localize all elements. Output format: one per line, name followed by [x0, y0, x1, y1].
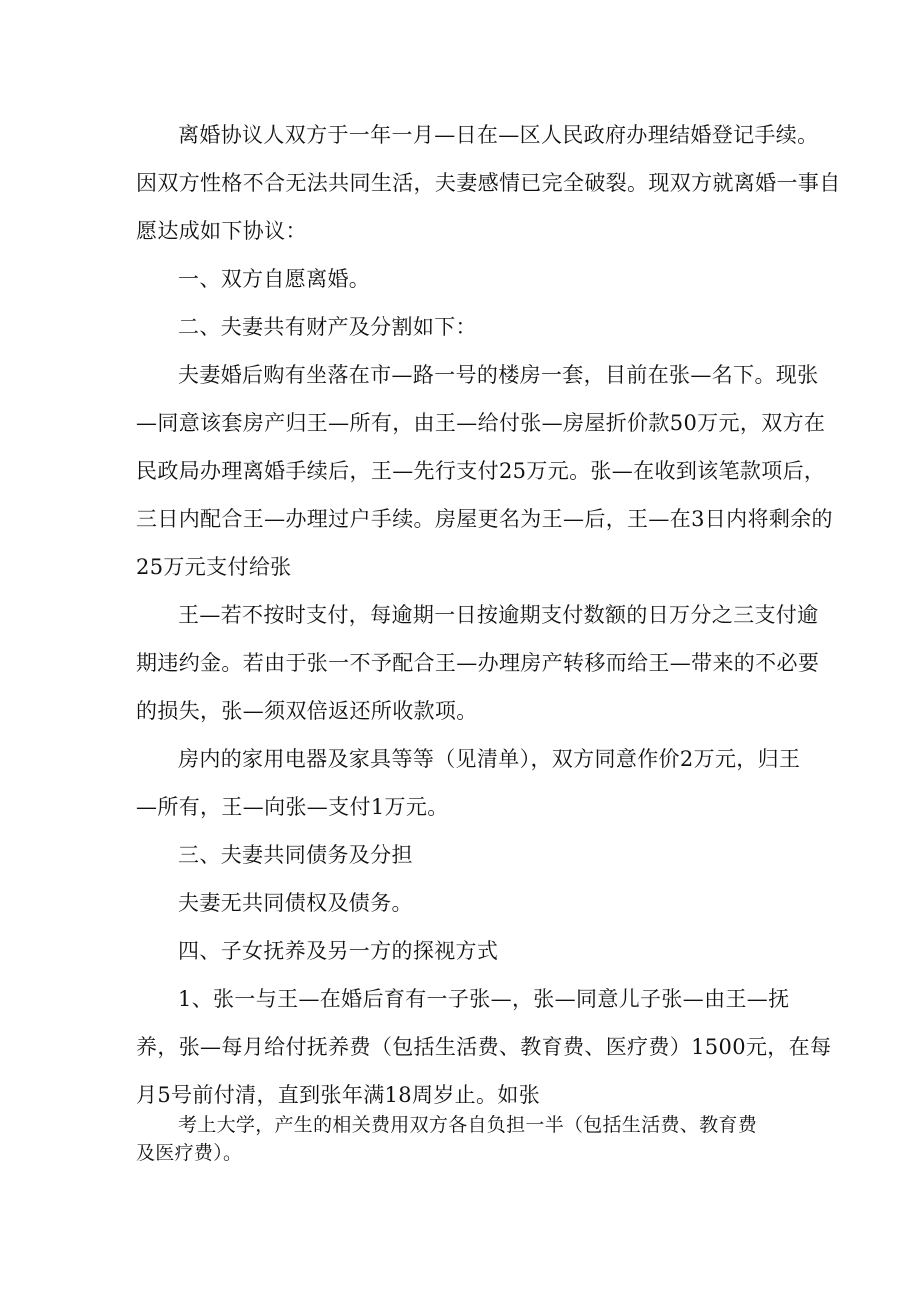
paragraph-line: 愿达成如下协议：: [136, 219, 307, 243]
paragraph-line: 王—若不按时支付，每逾期一日按逾期支付数额的日万分之三支付逾: [178, 603, 819, 627]
paragraph-line: 养，张—每月给付抚养费（包括生活费、教育费、医疗费）1500元，在每: [136, 1035, 832, 1059]
section-heading: 一、双方自愿离婚。: [178, 267, 371, 291]
paragraph-line: 夫妻婚后购有坐落在市—路一号的楼房一套，目前在张—名下。现张: [178, 363, 819, 387]
paragraph-line: 期违约金。若由于张一不予配合王—办理房产转移而给王—带来的不必要: [136, 651, 820, 675]
paragraph-line: 离婚协议人双方于一年一月—日在—区人民政府办理结婚登记手续。: [178, 123, 819, 147]
paragraph-line: 25万元支付给张: [136, 555, 292, 579]
paragraph-line: 夫妻无共同债权及债务。: [178, 891, 413, 915]
section-heading: 二、夫妻共有财产及分割如下：: [178, 315, 477, 339]
paragraph-line: —同意该套房产归王—所有，由王—给付张—房屋折价款50万元，双方在: [136, 411, 826, 435]
section-heading: 四、子女抚养及另一方的探视方式: [178, 939, 499, 963]
paragraph-line: 因双方性格不合无法共同生活，夫妻感情已完全破裂。现双方就离婚一事自: [136, 171, 841, 195]
paragraph-line: 房内的家用电器及家具等等（见清单），双方同意作价2万元，归王: [178, 747, 801, 771]
paragraph-line: 的损失，张—须双倍返还所收款项。: [136, 699, 478, 723]
paragraph-line: 1、张一与王—在婚后育有一子张—，张—同意儿子张—由王—抚: [178, 987, 790, 1011]
section-heading: 三、夫妻共同债务及分担: [178, 843, 413, 867]
paragraph-line: 及医疗费）。: [136, 1142, 243, 1164]
paragraph-line: 民政局办理离婚手续后，王—先行支付25万元。张—在收到该笔款项后，: [136, 459, 826, 483]
paragraph-line: 三日内配合王—办理过户手续。房屋更名为王—后，王—在3日内将剩余的: [136, 507, 833, 531]
paragraph-line: —所有，王—向张—支付1万元。: [136, 795, 449, 819]
paragraph-line: 月5号前付清，直到张年满18周岁止。如张: [136, 1083, 541, 1107]
paragraph-line: 考上大学，产生的相关费用双方各自负担一半（包括生活费、教育费: [178, 1114, 758, 1136]
